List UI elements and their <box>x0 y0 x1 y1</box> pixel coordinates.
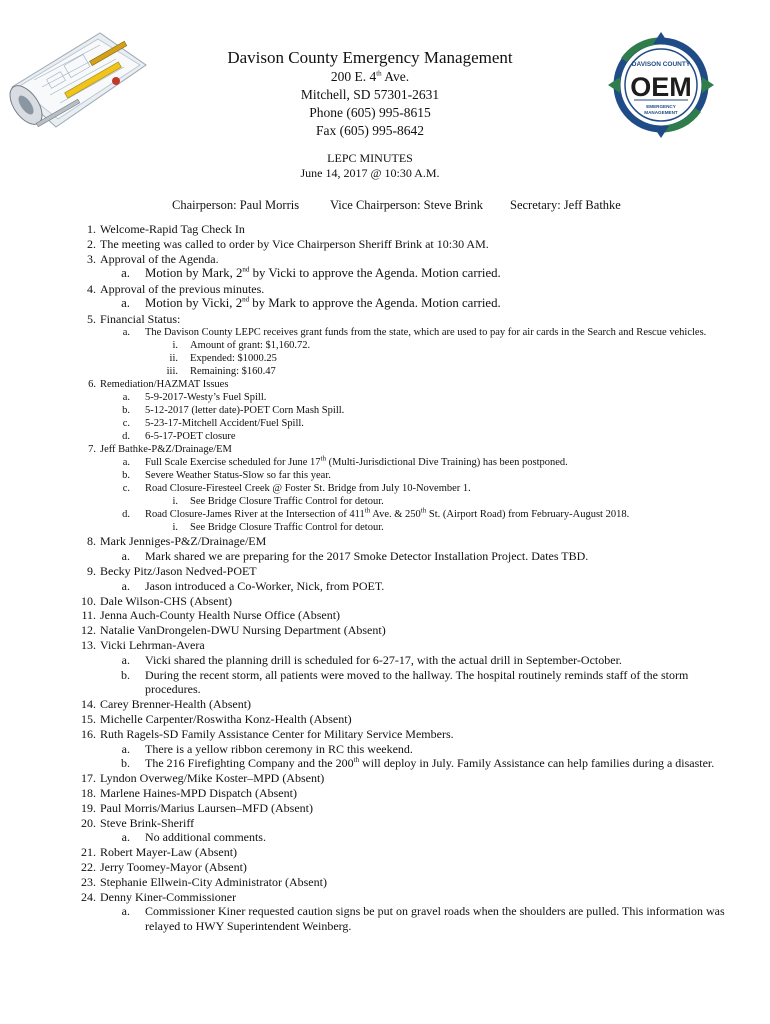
agenda-item: 12. Natalie VanDrongelen-DWU Nursing Department (Absent) <box>81 623 386 638</box>
agenda-item: 10. Dale Wilson-CHS (Absent) <box>81 593 232 608</box>
agenda-subsubitem: i. Amount of grant: $1,160.72. <box>172 340 311 352</box>
agenda-subitem: a. Jason introduced a Co-Worker, Nick, from POET. <box>121 578 385 593</box>
agenda-subitem: a. The Davison County LEPC receives grant funds from the state, which are used to pay for air cards in the Search and Rescue vehicles. <box>122 327 707 339</box>
agenda-subsubitem: i. See Bridge Closure Traffic Control for detour. <box>172 496 384 508</box>
document-title: LEPC MINUTES <box>327 151 413 165</box>
logo-text-main: OEM <box>630 72 692 102</box>
agenda-subitem: c. 5-23-17-Mitchell Accident/Fuel Spill. <box>122 418 304 430</box>
agenda-subitem: b. The 216 Firefighting Company and the 200th will deploy in July. Family Assistance can help families during a disaster. <box>121 756 715 771</box>
agenda-subitem: c. Road Closure-Firesteel Creek @ Foster St. Bridge from July 10-November 1. <box>122 483 471 495</box>
agenda-item: 20. Steve Brink-Sheriff <box>81 815 195 830</box>
chairperson: Chairperson: Paul Morris <box>172 198 300 212</box>
phone-number: Phone (605) 995-8615 <box>309 105 431 120</box>
agenda-subitem: b. Severe Weather Status-Slow so far this year. <box>122 470 331 482</box>
logo-text-bottom-2: MANAGEMENT <box>644 110 678 115</box>
logo-text-top: DAVISON COUNTY <box>631 61 691 68</box>
agenda-subitem: a. Full Scale Exercise scheduled for June 17th (Multi-Jurisdictional Dive Training) has been postponed. <box>122 454 568 469</box>
agenda-subitem: a. No additional comments. <box>121 830 266 845</box>
agenda-subsubitem: i. See Bridge Closure Traffic Control for detour. <box>172 522 384 534</box>
agenda-item: 13. Vicki Lehrman-Avera <box>81 637 205 652</box>
agenda-item: 24. Denny Kiner-Commissioner <box>81 889 237 904</box>
agenda-item: 19. Paul Morris/Marius Laursen–MFD (Absent) <box>81 800 313 815</box>
agenda-item: 17. Lyndon Overweg/Mike Koster–MPD (Absent) <box>81 771 325 786</box>
logo-text-bottom-1: EMERGENCY <box>646 104 676 109</box>
agenda-item: 8. Mark Jenniges-P&Z/Drainage/EM <box>87 534 267 549</box>
agenda-item: 11. Jenna Auch-County Health Nurse Office (Absent) <box>81 608 341 623</box>
agenda-subitem: a. There is a yellow ribbon ceremony in RC this weekend. <box>121 741 413 756</box>
organization-name: Davison County Emergency Management <box>227 48 513 67</box>
agenda-item: 16. Ruth Ragels-SD Family Assistance Center for Military Service Members. <box>81 726 454 741</box>
agenda-subitem: a. Motion by Vicki, 2nd by Mark to approve the Agenda. Motion carried. <box>121 296 501 311</box>
agenda-item: 14. Carey Brenner-Health (Absent) <box>81 697 252 712</box>
blueprint-tools-image <box>4 25 154 135</box>
secretary: Secretary: Jeff Bathke <box>510 198 621 212</box>
agenda-item: 15. Michelle Carpenter/Roswitha Konz-Health (Absent) <box>81 711 352 726</box>
agenda-item: 18. Marlene Haines-MPD Dispatch (Absent) <box>81 785 297 800</box>
agenda-list <box>76 222 736 934</box>
agenda-subitem: d. Road Closure-James River at the Intersection of 411th Ave. & 250th St. (Airport Road) from February-August 2018. <box>122 506 630 521</box>
agenda-item: 22. Jerry Toomey-Mayor (Absent) <box>81 859 247 874</box>
oem-logo <box>606 30 716 140</box>
agenda-subitem: a. 5-9-2017-Westy’s Fuel Spill. <box>122 392 267 404</box>
agenda-subsubitem: ii. Expended: $1000.25 <box>169 353 277 365</box>
agenda-subitem: b. 5-12-2017 (letter date)-POET Corn Mash Spill. <box>122 405 345 417</box>
agenda-item: 3. Approval of the Agenda. <box>87 251 219 266</box>
agenda-subitem: b. During the recent storm, all patients were moved to the hallway. The hospital routinely reminds staff of the storm procedures. <box>121 667 689 697</box>
meeting-datetime: June 14, 2017 @ 10:30 A.M. <box>300 166 440 180</box>
address-line-2: Mitchell, SD 57301-2631 <box>300 87 440 102</box>
agenda-subsubitem: iii. Remaining: $160.47 <box>166 366 276 378</box>
agenda-item: 9. Becky Pitz/Jason Nedved-POET <box>87 563 257 578</box>
agenda-subitem: a. Mark shared we are preparing for the 2017 Smoke Detector Installation Project. Dates TBD. <box>121 549 589 564</box>
agenda-subitem: a. Motion by Mark, 2nd by Vicki to approve the Agenda. Motion carried. <box>121 266 501 281</box>
fax-number: Fax (605) 995-8642 <box>316 123 424 138</box>
agenda-subitem: a. Commissioner Kiner requested caution signs be put on gravel roads when the shoulders are pulled. This information was relayed to HWY Superintendent Weinberg. <box>121 904 725 934</box>
address-line-1: 200 E. 4th Ave. <box>330 69 410 84</box>
agenda-item: 7. Jeff Bathke-P&Z/Drainage/EM <box>88 444 232 456</box>
agenda-subitem: a. Vicki shared the planning drill is scheduled for 6-27-17, with the actual drill in September-October. <box>121 652 622 667</box>
agenda-item: 1. Welcome-Rapid Tag Check In <box>87 222 245 236</box>
agenda-item: 23. Stephanie Ellwein-City Administrator (Absent) <box>81 874 327 889</box>
agenda-item: 5. Financial Status: <box>87 311 181 326</box>
agenda-subitem: d. 6-5-17-POET closure <box>122 431 236 443</box>
agenda-item: 4. Approval of the previous minutes. <box>87 281 265 296</box>
agenda-item: 21. Robert Mayer-Law (Absent) <box>81 845 238 860</box>
vice-chairperson: Vice Chairperson: Steve Brink <box>330 198 484 212</box>
agenda-item: 6. Remediation/HAZMAT Issues <box>88 379 229 391</box>
agenda-item: 2. The meeting was called to order by Vice Chairperson Sheriff Brink at 10:30 AM. <box>87 236 489 251</box>
